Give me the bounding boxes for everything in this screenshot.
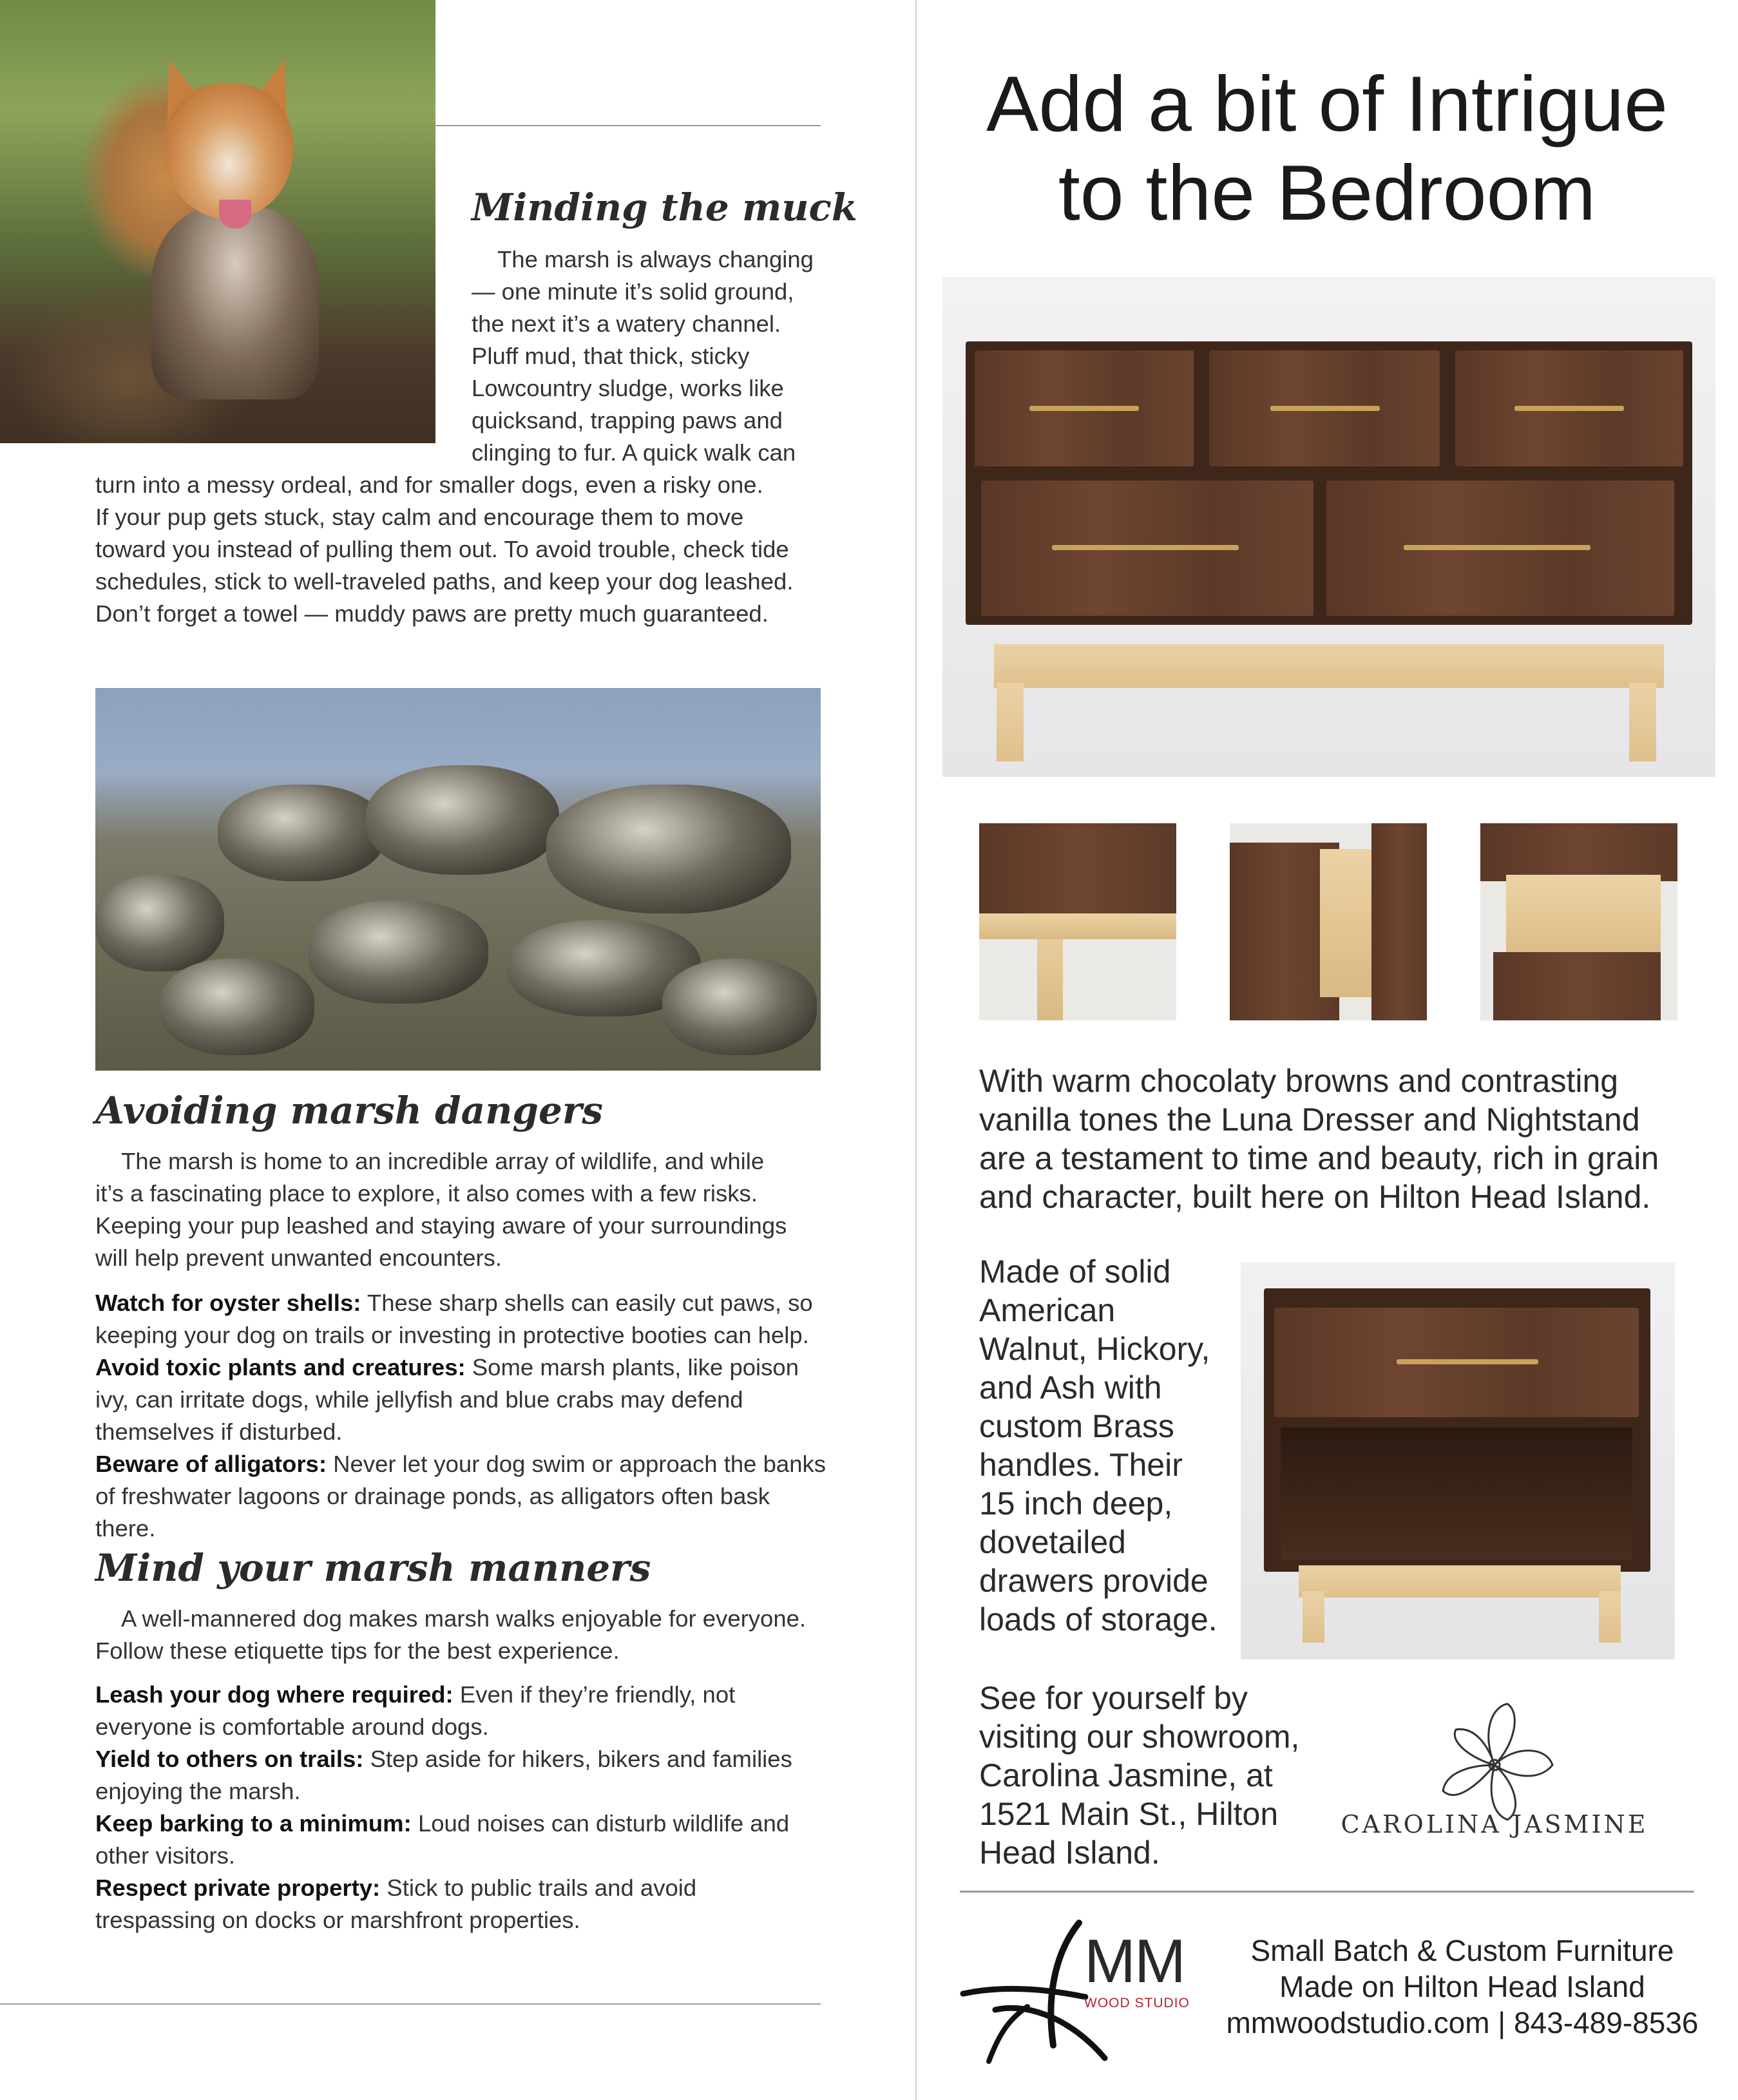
tip-label: Respect private property:: [95, 1875, 381, 1901]
tip-line: enjoying the marsh.: [95, 1778, 301, 1804]
text-line: custom Brass: [979, 1408, 1174, 1444]
detail-photo-open-drawer: [1480, 823, 1677, 1020]
text-line: and Ash with: [979, 1370, 1162, 1406]
text-line: Pluff mud, that thick, sticky: [472, 343, 750, 369]
dangers-heading: Avoiding marsh dangers: [95, 1089, 604, 1132]
tip-label: Leash your dog where required:: [95, 1681, 454, 1708]
bottom-rule: [0, 2003, 821, 2005]
dangers-intro: [95, 1145, 830, 1274]
tip-line: trespassing on docks or marshfront properties.: [95, 1907, 580, 1933]
text-line: Follow these etiquette tips for the best experience.: [95, 1637, 620, 1664]
tagline-line: Made on Hilton Head Island: [1279, 1970, 1645, 2003]
text-line: schedules, stick to well-traveled paths, and keep your dog leashed.: [95, 568, 794, 595]
text-line: — one minute it’s solid ground,: [472, 278, 794, 305]
tip-line: Keep barking to a minimum: Loud noises can disturb wildlife and: [95, 1810, 790, 1837]
tip-line: Avoid toxic plants and creatures: Some marsh plants, like poison: [95, 1354, 799, 1380]
manners-heading: Mind your marsh manners: [95, 1546, 651, 1590]
text-line: will help prevent unwanted encounters.: [95, 1245, 502, 1271]
text-line: and character, built here on Hilton Head Island.: [979, 1179, 1651, 1215]
text-line: 1521 Main St., Hilton: [979, 1796, 1279, 1832]
tip-line: keeping your dog on trails or investing in protective booties can help.: [95, 1322, 809, 1348]
ad-showroom: [979, 1679, 1340, 1872]
text-line: With warm chocolaty browns and contrasting: [979, 1063, 1619, 1099]
tip-line: everyone is comfortable around dogs.: [95, 1713, 489, 1740]
text-line: are a testament to time and beauty, rich in grain: [979, 1140, 1659, 1176]
tip-label: Yield to others on trails:: [95, 1746, 364, 1772]
dresser-photo: [942, 277, 1715, 777]
detail-photo-leg: [979, 823, 1176, 1020]
headline-line: Add a bit of Intrigue: [986, 60, 1668, 148]
contact-block: [1218, 1933, 1707, 2041]
text-line: American: [979, 1292, 1116, 1328]
text-line: it’s a fascinating place to explore, it also comes with a few risks.: [95, 1180, 758, 1207]
contact-info-link[interactable]: mmwoodstudio.com | 843-489-8536: [1226, 2006, 1699, 2039]
muck-wrapped-text: [472, 243, 832, 469]
tip-label: Avoid toxic plants and creatures:: [95, 1354, 466, 1380]
text-line: the next it’s a watery channel.: [472, 310, 781, 337]
tip-line: Respect private property: Stick to public trails and avoid: [95, 1875, 697, 1901]
manners-tips: [95, 1679, 830, 1936]
tip-line: themselves if disturbed.: [95, 1418, 343, 1445]
dangers-tips: [95, 1287, 836, 1545]
column-divider: [915, 0, 917, 2100]
detail-photo-dovetail: [1230, 823, 1427, 1020]
text-line: Lowcountry sludge, works like: [472, 375, 784, 401]
manners-intro: [95, 1603, 830, 1667]
muck-heading: Minding the muck: [472, 186, 858, 229]
tip-line: Yield to others on trails: Step aside for hikers, bikers and families: [95, 1746, 792, 1772]
text-line: If your pup gets stuck, stay calm and encourage them to move: [95, 504, 744, 530]
ad-description: [979, 1062, 1720, 1216]
text-line: The marsh is home to an incredible array of wildlife, and while: [121, 1148, 765, 1174]
text-line: loads of storage.: [979, 1601, 1218, 1637]
text-line: Walnut, Hickory,: [979, 1331, 1210, 1367]
ad-materials: [979, 1252, 1237, 1639]
tip-line: Beware of alligators: Never let your dog swim or approach the banks: [95, 1451, 826, 1477]
brand-subtitle: WOOD STUDIO: [1084, 1996, 1190, 2010]
tip-line: ivy, can irritate dogs, while jellyfish and blue crabs may defend: [95, 1386, 743, 1413]
text-line: Made of solid: [979, 1254, 1171, 1290]
text-line: The marsh is always changing: [497, 246, 814, 272]
text-line: Don’t forget a towel — muddy paws are pretty much guaranteed.: [95, 600, 769, 627]
tip-line: Watch for oyster shells: These sharp shells can easily cut paws, so: [95, 1290, 813, 1316]
nightstand-photo: [1241, 1263, 1675, 1659]
text-line: drawers provide: [979, 1563, 1208, 1599]
text-line: See for yourself by: [979, 1680, 1248, 1716]
oyster-bed-photo: [95, 688, 821, 1071]
text-line: quicksand, trapping paws and: [472, 407, 783, 434]
tip-label: Watch for oyster shells:: [95, 1290, 361, 1316]
tip-line: Leash your dog where required: Even if they’re friendly, not: [95, 1681, 736, 1708]
headline-line: to the Bedroom: [1058, 149, 1596, 236]
text-line: A well-mannered dog makes marsh walks enjoyable for everyone.: [121, 1605, 807, 1632]
text-line: vanilla tones the Luna Dresser and Nightstand: [979, 1102, 1640, 1138]
ad-headline: [921, 59, 1733, 237]
text-line: handles. Their: [979, 1447, 1183, 1483]
text-line: clinging to fur. A quick walk can: [472, 439, 796, 466]
brand-letters: MM: [1084, 1927, 1185, 1996]
text-line: 15 inch deep,: [979, 1485, 1173, 1522]
text-line: visiting our showroom,: [979, 1719, 1300, 1755]
tip-label: Beware of alligators:: [95, 1451, 327, 1477]
top-rule: [435, 125, 821, 126]
muck-body-text: [95, 469, 830, 630]
tagline-line: Small Batch & Custom Furniture: [1250, 1934, 1674, 1967]
text-line: turn into a messy ordeal, and for smaller dogs, even a risky one.: [95, 472, 763, 498]
footer-rule: [960, 1891, 1694, 1893]
tip-label: Keep barking to a minimum:: [95, 1810, 412, 1837]
text-line: Head Island.: [979, 1835, 1160, 1871]
corgi-photo: [0, 0, 435, 443]
tip-line: of freshwater lagoons or drainage ponds, as alligators often bask there.: [95, 1483, 770, 1542]
text-line: Keeping your pup leashed and staying aware of your surroundings: [95, 1212, 787, 1239]
text-line: toward you instead of pulling them out. To avoid trouble, check tide: [95, 536, 789, 562]
text-line: Carolina Jasmine, at: [979, 1757, 1273, 1793]
text-line: dovetailed: [979, 1524, 1126, 1560]
showroom-logo-text: CAROLINA JASMINE: [1341, 1810, 1648, 1838]
tip-line: other visitors.: [95, 1842, 236, 1869]
